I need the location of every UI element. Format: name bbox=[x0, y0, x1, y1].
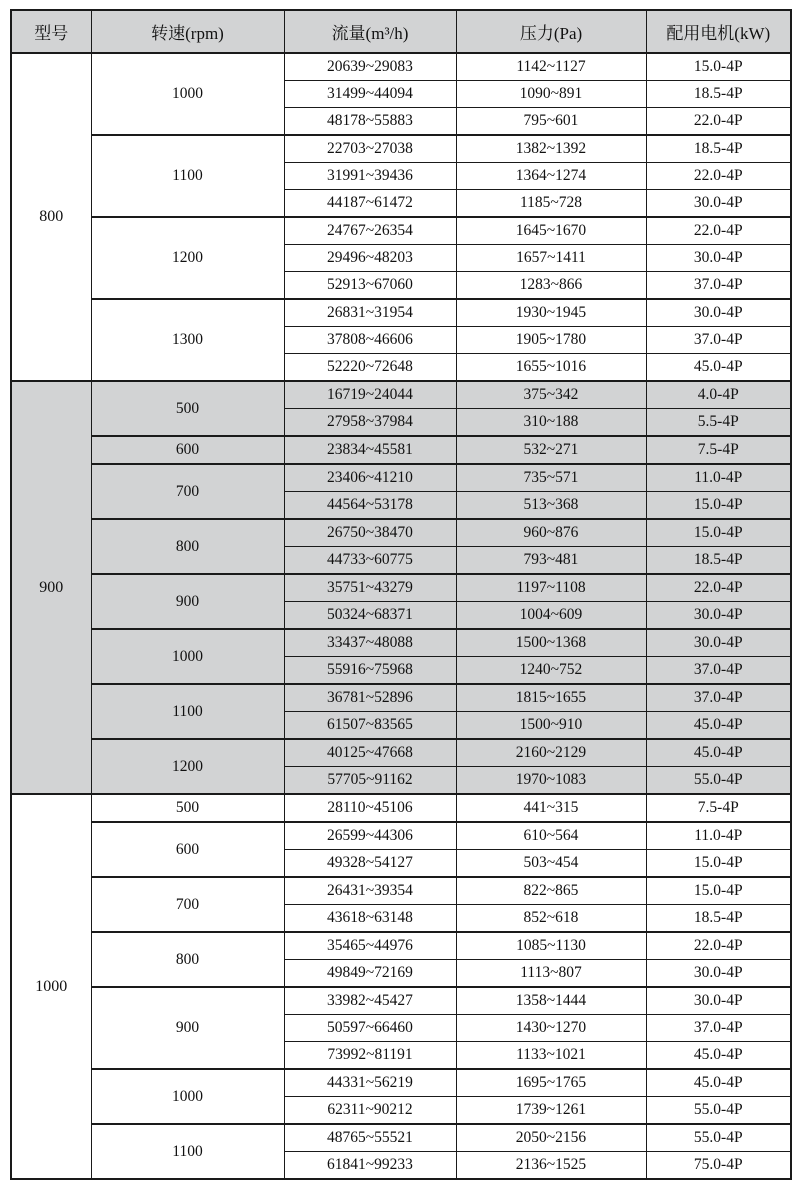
speed-cell: 1000 bbox=[91, 629, 284, 684]
pressure-cell: 1133~1021 bbox=[456, 1042, 646, 1070]
flow-cell: 36781~52896 bbox=[284, 684, 456, 712]
flow-cell: 33982~45427 bbox=[284, 987, 456, 1015]
motor-cell: 18.5-4P bbox=[646, 81, 791, 108]
table-body bbox=[11, 53, 791, 1179]
motor-cell: 22.0-4P bbox=[646, 217, 791, 245]
table-row bbox=[11, 932, 791, 960]
pressure-cell: 1645~1670 bbox=[456, 217, 646, 245]
motor-cell: 30.0-4P bbox=[646, 245, 791, 272]
table-row bbox=[11, 299, 791, 327]
pressure-cell: 1815~1655 bbox=[456, 684, 646, 712]
header-flow: 流量(m³/h) bbox=[284, 10, 456, 53]
pressure-cell: 1739~1261 bbox=[456, 1097, 646, 1125]
pressure-cell: 1185~728 bbox=[456, 190, 646, 218]
flow-cell: 24767~26354 bbox=[284, 217, 456, 245]
pressure-cell: 375~342 bbox=[456, 381, 646, 409]
table-row bbox=[11, 574, 791, 602]
motor-cell: 18.5-4P bbox=[646, 547, 791, 575]
pressure-cell: 513~368 bbox=[456, 492, 646, 520]
pressure-cell: 2160~2129 bbox=[456, 739, 646, 767]
speed-cell: 1100 bbox=[91, 1124, 284, 1179]
pressure-cell: 1655~1016 bbox=[456, 354, 646, 382]
speed-cell: 1100 bbox=[91, 684, 284, 739]
flow-cell: 31991~39436 bbox=[284, 163, 456, 190]
flow-cell: 35751~43279 bbox=[284, 574, 456, 602]
pressure-cell: 310~188 bbox=[456, 409, 646, 437]
motor-cell: 45.0-4P bbox=[646, 1042, 791, 1070]
header-pressure: 压力(Pa) bbox=[456, 10, 646, 53]
flow-cell: 50324~68371 bbox=[284, 602, 456, 630]
speed-cell: 700 bbox=[91, 464, 284, 519]
table-row bbox=[11, 464, 791, 492]
speed-cell: 1000 bbox=[91, 1069, 284, 1124]
pressure-cell: 1142~1127 bbox=[456, 53, 646, 81]
pressure-cell: 1113~807 bbox=[456, 960, 646, 988]
pressure-cell: 795~601 bbox=[456, 108, 646, 136]
flow-cell: 35465~44976 bbox=[284, 932, 456, 960]
pressure-cell: 1695~1765 bbox=[456, 1069, 646, 1097]
table-row bbox=[11, 987, 791, 1015]
flow-cell: 31499~44094 bbox=[284, 81, 456, 108]
table-row bbox=[11, 794, 791, 822]
flow-cell: 52913~67060 bbox=[284, 272, 456, 300]
flow-cell: 26831~31954 bbox=[284, 299, 456, 327]
motor-cell: 18.5-4P bbox=[646, 135, 791, 163]
flow-cell: 55916~75968 bbox=[284, 657, 456, 685]
motor-cell: 11.0-4P bbox=[646, 822, 791, 850]
motor-cell: 45.0-4P bbox=[646, 712, 791, 740]
table-row bbox=[11, 1124, 791, 1152]
flow-cell: 22703~27038 bbox=[284, 135, 456, 163]
pressure-cell: 610~564 bbox=[456, 822, 646, 850]
table-row bbox=[11, 53, 791, 81]
flow-cell: 62311~90212 bbox=[284, 1097, 456, 1125]
pressure-cell: 1283~866 bbox=[456, 272, 646, 300]
pressure-cell: 1930~1945 bbox=[456, 299, 646, 327]
pressure-cell: 1500~1368 bbox=[456, 629, 646, 657]
flow-cell: 49328~54127 bbox=[284, 850, 456, 878]
pressure-cell: 1358~1444 bbox=[456, 987, 646, 1015]
motor-cell: 22.0-4P bbox=[646, 574, 791, 602]
speed-cell: 600 bbox=[91, 822, 284, 877]
motor-cell: 45.0-4P bbox=[646, 739, 791, 767]
pressure-cell: 793~481 bbox=[456, 547, 646, 575]
table-row bbox=[11, 519, 791, 547]
header-motor: 配用电机(kW) bbox=[646, 10, 791, 53]
motor-cell: 15.0-4P bbox=[646, 53, 791, 81]
motor-cell: 55.0-4P bbox=[646, 1124, 791, 1152]
flow-cell: 44187~61472 bbox=[284, 190, 456, 218]
pressure-cell: 1090~891 bbox=[456, 81, 646, 108]
table-row bbox=[11, 381, 791, 409]
motor-cell: 30.0-4P bbox=[646, 299, 791, 327]
fan-performance-table bbox=[10, 9, 792, 1180]
flow-cell: 57705~91162 bbox=[284, 767, 456, 795]
flow-cell: 61507~83565 bbox=[284, 712, 456, 740]
speed-cell: 1000 bbox=[91, 53, 284, 135]
motor-cell: 37.0-4P bbox=[646, 327, 791, 354]
motor-cell: 30.0-4P bbox=[646, 629, 791, 657]
table-row bbox=[11, 217, 791, 245]
speed-cell: 900 bbox=[91, 987, 284, 1069]
pressure-cell: 1430~1270 bbox=[456, 1015, 646, 1042]
flow-cell: 44331~56219 bbox=[284, 1069, 456, 1097]
pressure-cell: 1657~1411 bbox=[456, 245, 646, 272]
flow-cell: 20639~29083 bbox=[284, 53, 456, 81]
flow-cell: 28110~45106 bbox=[284, 794, 456, 822]
model-cell: 800 bbox=[11, 53, 91, 381]
flow-cell: 49849~72169 bbox=[284, 960, 456, 988]
pressure-cell: 1364~1274 bbox=[456, 163, 646, 190]
table-row bbox=[11, 877, 791, 905]
pressure-cell: 822~865 bbox=[456, 877, 646, 905]
pressure-cell: 1240~752 bbox=[456, 657, 646, 685]
motor-cell: 55.0-4P bbox=[646, 767, 791, 795]
pressure-cell: 441~315 bbox=[456, 794, 646, 822]
motor-cell: 30.0-4P bbox=[646, 987, 791, 1015]
pressure-cell: 532~271 bbox=[456, 436, 646, 464]
motor-cell: 37.0-4P bbox=[646, 684, 791, 712]
header-model: 型号 bbox=[11, 10, 91, 53]
motor-cell: 22.0-4P bbox=[646, 932, 791, 960]
speed-cell: 800 bbox=[91, 932, 284, 987]
motor-cell: 15.0-4P bbox=[646, 492, 791, 520]
motor-cell: 5.5-4P bbox=[646, 409, 791, 437]
motor-cell: 4.0-4P bbox=[646, 381, 791, 409]
pressure-cell: 2050~2156 bbox=[456, 1124, 646, 1152]
pressure-cell: 2136~1525 bbox=[456, 1152, 646, 1180]
flow-cell: 23834~45581 bbox=[284, 436, 456, 464]
motor-cell: 30.0-4P bbox=[646, 960, 791, 988]
motor-cell: 22.0-4P bbox=[646, 163, 791, 190]
flow-cell: 48765~55521 bbox=[284, 1124, 456, 1152]
flow-cell: 52220~72648 bbox=[284, 354, 456, 382]
motor-cell: 30.0-4P bbox=[646, 190, 791, 218]
table-row bbox=[11, 822, 791, 850]
motor-cell: 37.0-4P bbox=[646, 657, 791, 685]
table-row bbox=[11, 436, 791, 464]
pressure-cell: 1085~1130 bbox=[456, 932, 646, 960]
speed-cell: 500 bbox=[91, 794, 284, 822]
speed-cell: 800 bbox=[91, 519, 284, 574]
flow-cell: 29496~48203 bbox=[284, 245, 456, 272]
motor-cell: 7.5-4P bbox=[646, 436, 791, 464]
flow-cell: 26431~39354 bbox=[284, 877, 456, 905]
speed-cell: 900 bbox=[91, 574, 284, 629]
pressure-cell: 1004~609 bbox=[456, 602, 646, 630]
pressure-cell: 735~571 bbox=[456, 464, 646, 492]
motor-cell: 11.0-4P bbox=[646, 464, 791, 492]
flow-cell: 37808~46606 bbox=[284, 327, 456, 354]
header-speed: 转速(rpm) bbox=[91, 10, 284, 53]
motor-cell: 18.5-4P bbox=[646, 905, 791, 933]
flow-cell: 26750~38470 bbox=[284, 519, 456, 547]
pressure-cell: 1905~1780 bbox=[456, 327, 646, 354]
table-row bbox=[11, 629, 791, 657]
flow-cell: 73992~81191 bbox=[284, 1042, 456, 1070]
motor-cell: 22.0-4P bbox=[646, 108, 791, 136]
pressure-cell: 1970~1083 bbox=[456, 767, 646, 795]
pressure-cell: 1197~1108 bbox=[456, 574, 646, 602]
motor-cell: 55.0-4P bbox=[646, 1097, 791, 1125]
model-cell: 900 bbox=[11, 381, 91, 794]
flow-cell: 27958~37984 bbox=[284, 409, 456, 437]
motor-cell: 15.0-4P bbox=[646, 850, 791, 878]
speed-cell: 1200 bbox=[91, 217, 284, 299]
speed-cell: 700 bbox=[91, 877, 284, 932]
motor-cell: 30.0-4P bbox=[646, 602, 791, 630]
motor-cell: 37.0-4P bbox=[646, 272, 791, 300]
flow-cell: 44733~60775 bbox=[284, 547, 456, 575]
pressure-cell: 1500~910 bbox=[456, 712, 646, 740]
pressure-cell: 960~876 bbox=[456, 519, 646, 547]
table-row bbox=[11, 739, 791, 767]
model-cell: 1000 bbox=[11, 794, 91, 1179]
motor-cell: 45.0-4P bbox=[646, 1069, 791, 1097]
motor-cell: 37.0-4P bbox=[646, 1015, 791, 1042]
motor-cell: 75.0-4P bbox=[646, 1152, 791, 1180]
pressure-cell: 503~454 bbox=[456, 850, 646, 878]
motor-cell: 7.5-4P bbox=[646, 794, 791, 822]
speed-cell: 1200 bbox=[91, 739, 284, 794]
flow-cell: 50597~66460 bbox=[284, 1015, 456, 1042]
table-row bbox=[11, 684, 791, 712]
flow-cell: 40125~47668 bbox=[284, 739, 456, 767]
speed-cell: 600 bbox=[91, 436, 284, 464]
pressure-cell: 852~618 bbox=[456, 905, 646, 933]
motor-cell: 45.0-4P bbox=[646, 354, 791, 382]
flow-cell: 44564~53178 bbox=[284, 492, 456, 520]
table-row bbox=[11, 1069, 791, 1097]
speed-cell: 500 bbox=[91, 381, 284, 436]
motor-cell: 15.0-4P bbox=[646, 519, 791, 547]
flow-cell: 61841~99233 bbox=[284, 1152, 456, 1180]
table-header bbox=[11, 10, 791, 53]
flow-cell: 23406~41210 bbox=[284, 464, 456, 492]
flow-cell: 48178~55883 bbox=[284, 108, 456, 136]
header-row bbox=[11, 10, 791, 53]
speed-cell: 1300 bbox=[91, 299, 284, 381]
pressure-cell: 1382~1392 bbox=[456, 135, 646, 163]
flow-cell: 26599~44306 bbox=[284, 822, 456, 850]
flow-cell: 16719~24044 bbox=[284, 381, 456, 409]
flow-cell: 43618~63148 bbox=[284, 905, 456, 933]
motor-cell: 15.0-4P bbox=[646, 877, 791, 905]
table-row bbox=[11, 135, 791, 163]
speed-cell: 1100 bbox=[91, 135, 284, 217]
flow-cell: 33437~48088 bbox=[284, 629, 456, 657]
